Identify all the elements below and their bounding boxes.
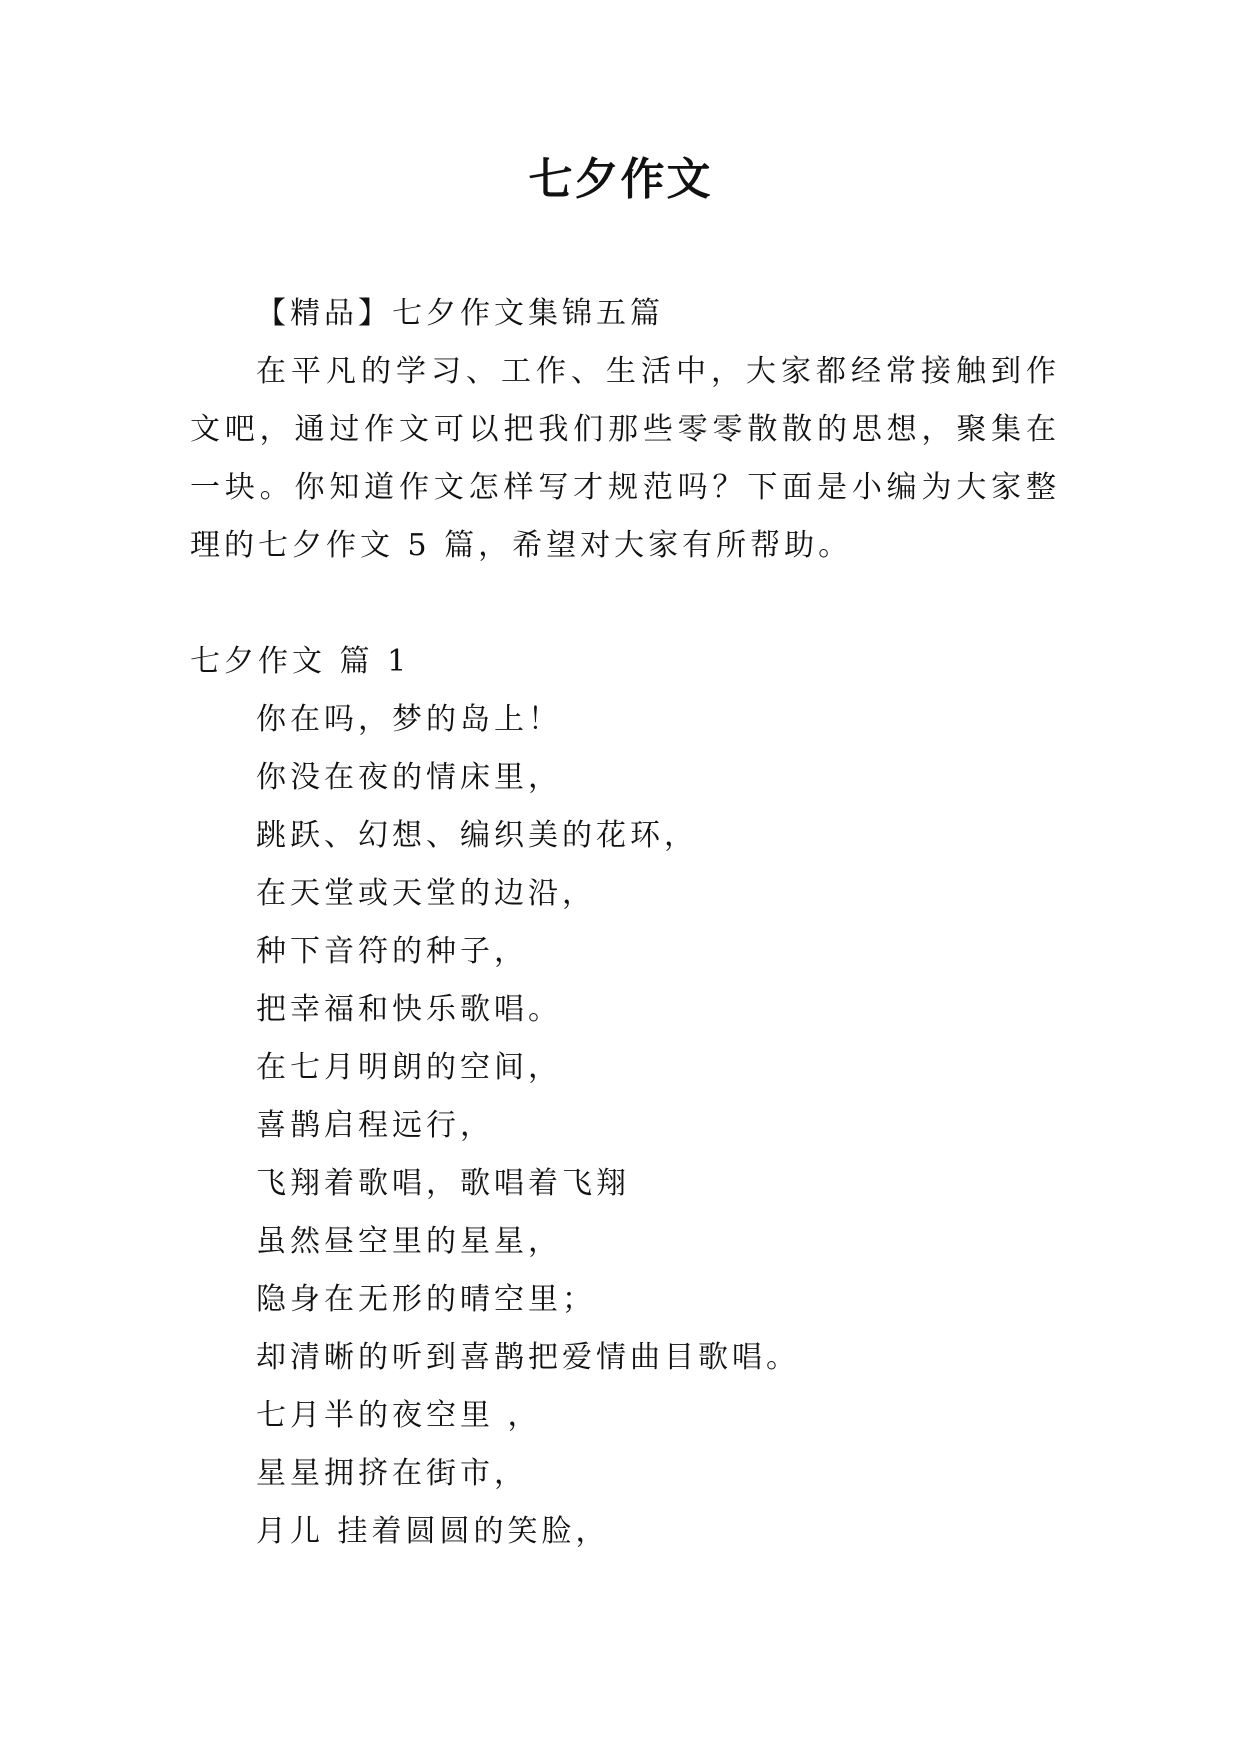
- poem-line: 却清晰的听到喜鹊把爱情曲目歌唱。: [256, 1340, 800, 1375]
- poem-line: 跳跃、幻想、编织美的花环，: [256, 818, 698, 853]
- poem-line: 你在吗，梦的岛上！: [256, 702, 562, 737]
- poem-line: 飞翔着歌唱，歌唱着飞翔: [256, 1166, 630, 1201]
- poem-line: 你没在夜的情床里，: [256, 760, 562, 795]
- poem-line: 月儿 挂着圆圆的笑脸，: [256, 1514, 610, 1549]
- poem-line: 隐身在无形的晴空里；: [256, 1282, 596, 1317]
- poem-line: 把幸福和快乐歌唱。: [256, 992, 562, 1027]
- document-body: [190, 285, 1060, 1561]
- poem-line: 在天堂或天堂的边沿，: [256, 876, 596, 911]
- poem-line: 虽然昼空里的星星，: [256, 1224, 562, 1259]
- poem-line: 喜鹊启程远行，: [256, 1108, 494, 1143]
- intro-paragraph: 在平凡的学习、工作、生活中，大家都经常接触到作文吧，通过作文可以把我们那些零零散散的思想，聚集在一块。你知道作文怎样写才规范吗？下面是小编为大家整理的七夕作文 5 篇，希望对大家有所帮助。: [190, 354, 1060, 563]
- document-title: 七夕作文: [528, 154, 713, 205]
- poem: [190, 691, 1060, 1561]
- subtitle: 【精品】七夕作文集锦五篇: [256, 296, 664, 331]
- poem-line: 在七月明朗的空间，: [256, 1050, 562, 1085]
- section-heading: 七夕作文 篇 1: [190, 644, 411, 679]
- poem-line: 种下音符的种子，: [256, 934, 528, 969]
- poem-line: 七月半的夜空里 ，: [256, 1398, 542, 1433]
- poem-line: 星星拥挤在街市，: [256, 1456, 528, 1491]
